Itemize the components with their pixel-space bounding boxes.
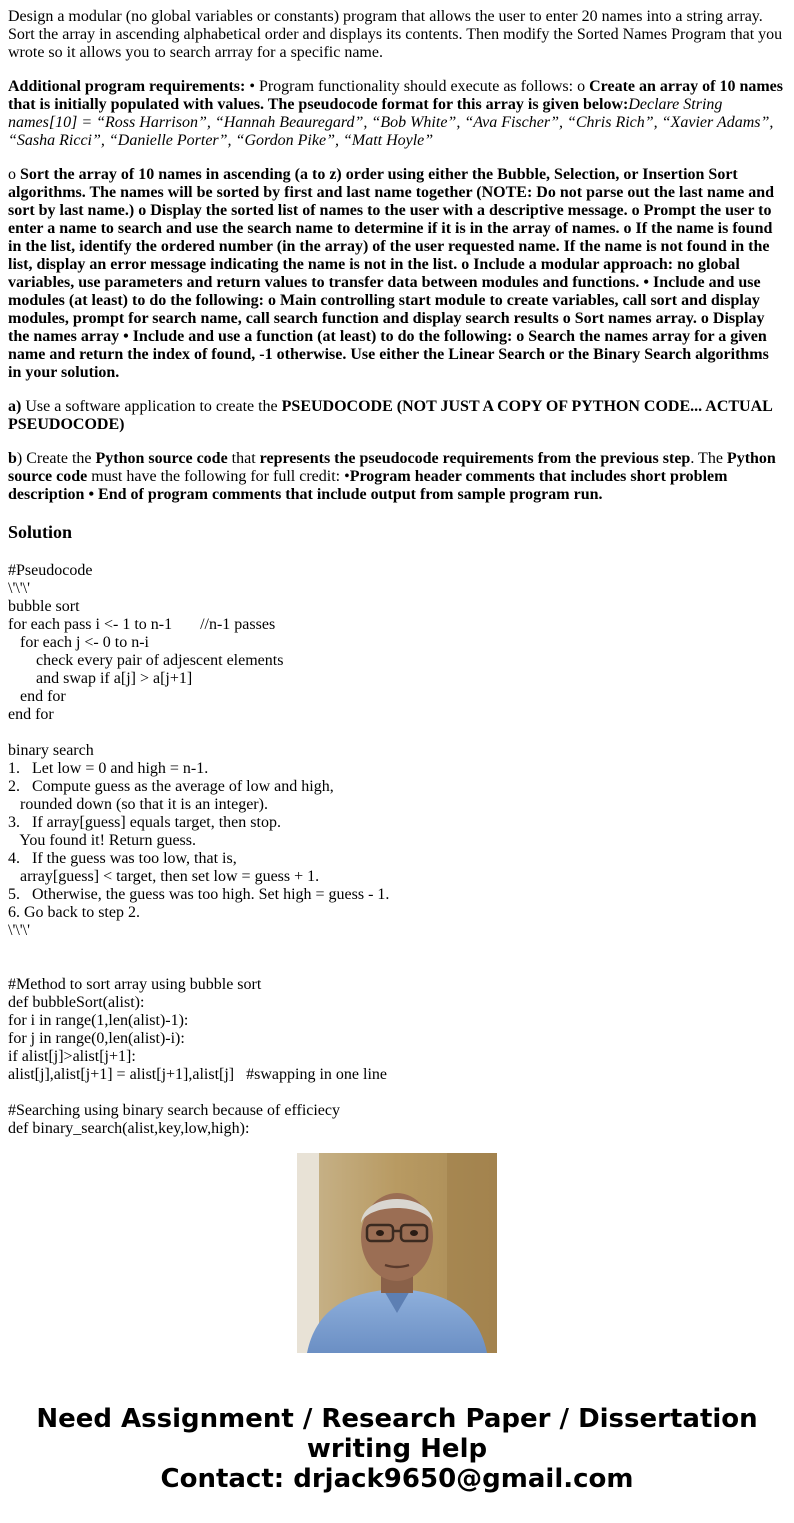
code-line: end for bbox=[8, 706, 54, 723]
requirements-paragraph: Additional program requirements: • Program functionality should execute as follows: o Create an array of 10 names that is initially populated with values. The pseudocode format for this array is given below:Declare String names[10] = “Ross Harrison”, “Hannah Beauregard”, “Bob White”, “Ava Fischer”, “Chris Rich”, “Xavier Adams”, “Sasha Ricci”, “Danielle Porter”, “Gordon Pike”, “Matt Hoyle” bbox=[8, 78, 783, 149]
code-line: rounded down (so that it is an integer). bbox=[8, 796, 268, 813]
code-line: array[guess] < target, then set low = guess + 1. bbox=[8, 868, 320, 885]
footer-contact: Contact: drjack9650@gmail.com bbox=[160, 1464, 634, 1494]
footer-banner bbox=[0, 1404, 794, 1494]
solution-heading: Solution bbox=[8, 522, 73, 542]
code-line: #Method to sort array using bubble sort bbox=[8, 976, 262, 993]
author-photo bbox=[297, 1153, 497, 1353]
question-content bbox=[8, 8, 786, 1137]
code-line: if alist[j]>alist[j+1]: bbox=[8, 1048, 136, 1065]
code-line: for each j <- 0 to n-i bbox=[8, 634, 149, 651]
code-line: You found it! Return guess. bbox=[8, 832, 197, 849]
code-line: alist[j],alist[j+1] = alist[j+1],alist[j] #swapping in one line bbox=[8, 1066, 387, 1083]
code-line: def bubbleSort(alist): bbox=[8, 994, 145, 1011]
code-line: 6. Go back to step 2. bbox=[8, 904, 140, 921]
code-line: for each pass i <- 1 to n-1 //n-1 passes bbox=[8, 616, 276, 633]
code-line bbox=[8, 1084, 786, 1102]
code-line: 1. Let low = 0 and high = n-1. bbox=[8, 760, 209, 777]
code-line: \'\'\' bbox=[8, 922, 30, 939]
code-line bbox=[8, 958, 786, 976]
code-line bbox=[8, 940, 786, 958]
sort-requirements: o Sort the array of 10 names in ascending (a to z) order using either the Bubble, Selection, or Insertion Sort algorithms. The names will be sorted by first and last name together (NOTE: Do not parse out the last name and sort by last name.) o Display the sorted list of names to the user with a descriptive message. o Prompt the user to enter a name to search and use the search name to determine if it is in the array of names. o If the name is found in the list, identify the ordered number (in the array) of the user requested name. If the name is not found in the list, display an error message indicating the name is not in the list. o Include a modular approach: no global variables, use parameters and return values to transfer data between modules and functions. • Include and use modules (at least) to do the following: o Main controlling start module to create variables, call sort and display modules, prompt for search name, call search function and display search results o Sort names array. o Display the names array • Include and use a function (at least) to do the following: o Search the names array for a given name and return the index of found, -1 otherwise. Use either the Linear Search or the Binary Search algorithms in your solution. bbox=[8, 166, 775, 381]
code-line: binary search bbox=[8, 742, 94, 759]
code-line: #Pseudocode bbox=[8, 562, 93, 579]
code-line: #Searching using binary search because of efficiecy bbox=[8, 1102, 341, 1119]
code-line: def binary_search(alist,key,low,high): bbox=[8, 1120, 250, 1137]
question-intro: Design a modular (no global variables or constants) program that allows the user to enter 20 names into a string array. Sort the array in ascending alphabetical order and displays its contents. Then modify the Sorted Names Program that you wrote so it allows you to search arrray for a specific name. bbox=[8, 8, 783, 61]
code-line: bubble sort bbox=[8, 598, 80, 615]
solution-code bbox=[8, 562, 786, 1138]
code-line: for i in range(1,len(alist)-1): bbox=[8, 1012, 189, 1029]
code-line: and swap if a[j] > a[j+1] bbox=[8, 670, 193, 687]
code-line: 5. Otherwise, the guess was too high. Set high = guess - 1. bbox=[8, 886, 390, 903]
footer-line-2: writing Help bbox=[306, 1434, 488, 1464]
code-line: 4. If the guess was too low, that is, bbox=[8, 850, 237, 867]
code-line: end for bbox=[8, 688, 66, 705]
code-line bbox=[8, 724, 786, 742]
part-b: b) Create the Python source code that represents the pseudocode requirements from the previous step. The Python source code must have the following for full credit: •Program header comments that includes short problem description • End of program comments that include output from sample program run. bbox=[8, 450, 776, 503]
requirements-label: Additional program requirements: bbox=[8, 78, 246, 95]
code-line: for j in range(0,len(alist)-i): bbox=[8, 1030, 185, 1047]
code-line: \'\'\' bbox=[8, 580, 30, 597]
part-a: a) Use a software application to create the PSEUDOCODE (NOT JUST A COPY OF PYTHON CODE... ACTUAL PSEUDOCODE) bbox=[8, 398, 772, 433]
code-line: check every pair of adjescent elements bbox=[8, 652, 284, 669]
names-array-declaration: Declare String names[10] = “Ross Harrison”, “Hannah Beauregard”, “Bob White”, “Ava Fischer”, “Chris Rich”, “Xavier Adams”, “Sasha Ricci”, “Danielle Porter”, “Gordon Pike”, “Matt Hoyle” bbox=[8, 96, 774, 149]
author-photo-image bbox=[297, 1153, 497, 1353]
code-line: 2. Compute guess as the average of low and high, bbox=[8, 778, 334, 795]
code-line: 3. If array[guess] equals target, then stop. bbox=[8, 814, 281, 831]
footer-line-1: Need Assignment / Research Paper / Dissertation bbox=[36, 1404, 758, 1434]
